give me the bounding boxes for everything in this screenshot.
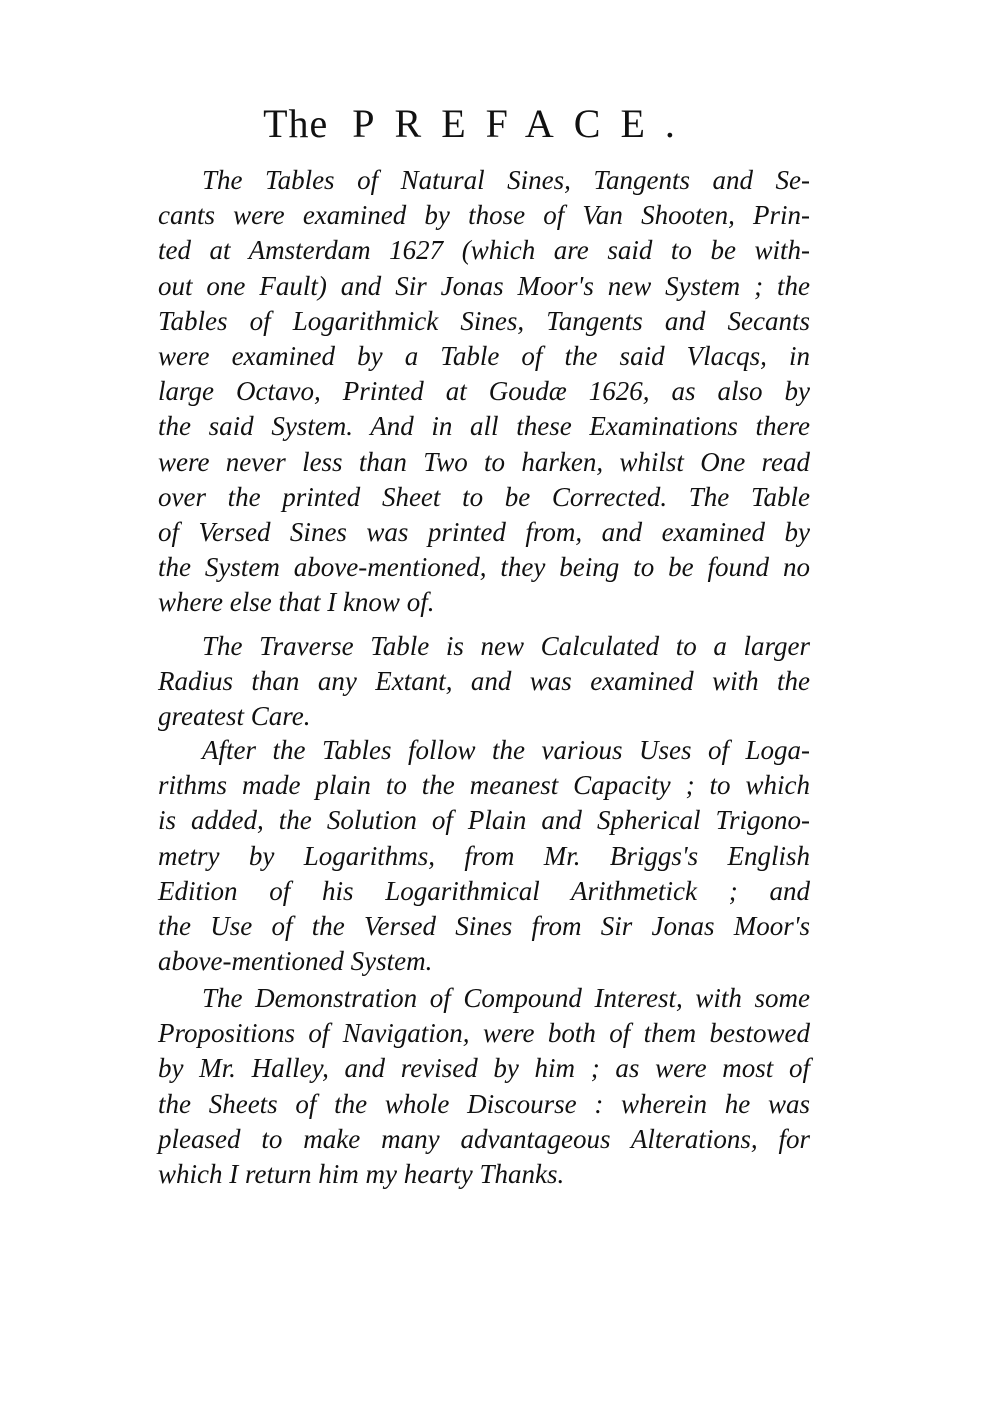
text-line: large Octavo, Printed at Goudæ 1626, as also by bbox=[158, 376, 810, 407]
text-line: by Mr. Halley, and revised by him ; as were most of bbox=[158, 1053, 810, 1084]
text-line: Edition of his Logarithmical Arithmetick ; and bbox=[158, 875, 810, 906]
text-line: the said System. And in all these Examinations there bbox=[158, 411, 810, 442]
text-line: The Demonstration of Compound Interest, with some bbox=[202, 983, 810, 1013]
text-line: the System above-mentioned, they being to be found no bbox=[158, 552, 810, 583]
text-line: were examined by a Table of the said Vlacqs, in bbox=[158, 340, 810, 371]
page-title bbox=[0, 100, 958, 147]
text-line: of Versed Sines was printed from, and examined by bbox=[158, 516, 810, 547]
text-line: pleased to make many advantageous Alterations, for bbox=[158, 1123, 810, 1154]
text-line: Radius than any Extant, and was examined with the bbox=[158, 666, 810, 697]
paragraph-tables-examination bbox=[158, 163, 810, 620]
text-line: the Sheets of the whole Discourse : wherein he was bbox=[158, 1088, 810, 1119]
text-line: where else that I know of. bbox=[158, 587, 435, 618]
page-title-preface: PREFACE. bbox=[352, 101, 695, 146]
text-line: which I return him my hearty Thanks. bbox=[158, 1158, 565, 1189]
text-line: Tables of Logarithmick Sines, Tangents and Secants bbox=[158, 305, 810, 336]
text-line: ted at Amsterdam 1627 (which are said to be with- bbox=[158, 235, 810, 266]
text-line: Propositions of Navigation, were both of them bestowed bbox=[158, 1018, 810, 1049]
text-line: the Use of the Versed Sines from Sir Jonas Moor's bbox=[158, 910, 810, 941]
page-title-the: The bbox=[263, 101, 329, 146]
text-line: rithms made plain to the meanest Capacity ; to which bbox=[158, 770, 810, 801]
text-line: cants were examined by those of Van Shooten, Prin- bbox=[158, 200, 810, 231]
paragraph-compound-interest bbox=[158, 981, 810, 1192]
text-line: greatest Care. bbox=[158, 701, 311, 732]
text-line: is added, the Solution of Plain and Spherical Trigono- bbox=[158, 805, 810, 836]
text-line: over the printed Sheet to be Corrected. The Table bbox=[158, 481, 810, 512]
text-line: metry by Logarithms, from Mr. Briggs's English bbox=[158, 840, 810, 871]
text-line: out one Fault) and Sir Jonas Moor's new System ; the bbox=[158, 270, 810, 301]
text-line: were never less than Two to harken, whilst One read bbox=[158, 446, 810, 477]
paragraph-traverse-table bbox=[158, 629, 810, 735]
paragraph-uses-of-logarithms bbox=[158, 733, 810, 979]
text-line: The Traverse Table is new Calculated to a larger bbox=[202, 631, 810, 661]
text-line: above-mentioned System. bbox=[158, 946, 433, 977]
text-line: The Tables of Natural Sines, Tangents and Se- bbox=[202, 165, 810, 195]
text-line: After the Tables follow the various Uses of Loga- bbox=[202, 735, 810, 765]
